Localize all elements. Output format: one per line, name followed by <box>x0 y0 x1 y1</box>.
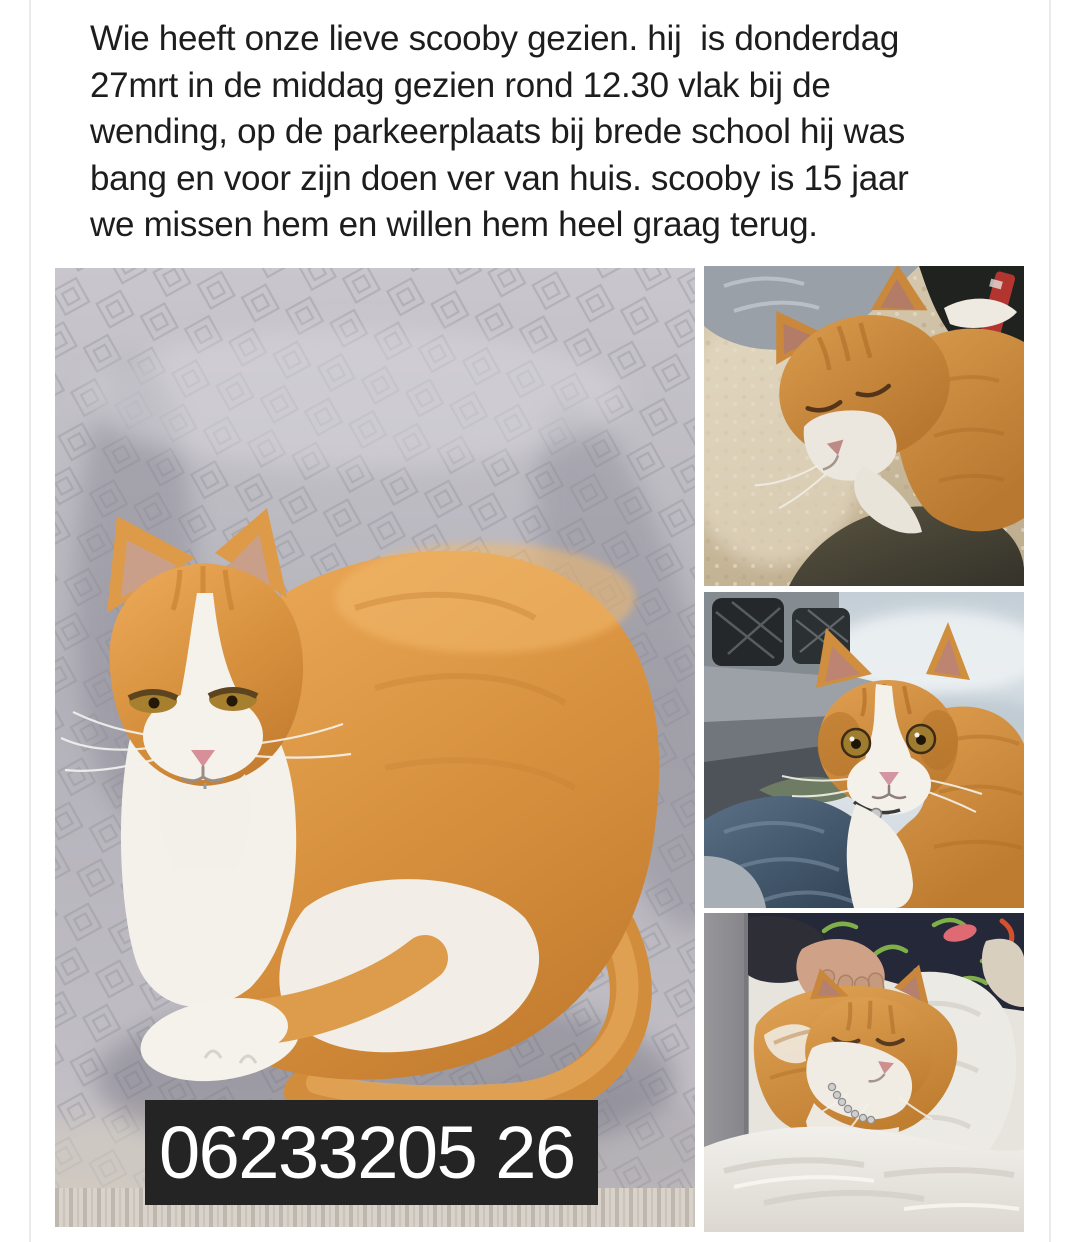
main-cat <box>61 508 675 1163</box>
description-line: 27mrt in de middag gezien rond 12.30 vlak bij de <box>90 65 831 105</box>
poster-description <box>90 16 1020 249</box>
description-line: Wie heeft onze lieve scooby gezien. hij is donderdag <box>90 19 900 58</box>
photo-cat-portrait-window[interactable] <box>704 592 1024 908</box>
card-right-edge <box>1049 0 1051 1242</box>
description-line: wending, op de parkeerplaats bij brede school hij was <box>90 112 905 151</box>
description-line: we missen hem en willen hem heel graag terug. <box>90 205 818 244</box>
window-cat-illustration <box>704 592 1024 908</box>
photo-sleeping-cat[interactable] <box>704 266 1024 586</box>
phone-number: 06233205 26 <box>159 1111 575 1194</box>
petting-cat-illustration <box>704 913 1024 1232</box>
main-cat-illustration <box>55 268 695 1227</box>
description-line: bang en voor zijn doen ver van huis. scooby is 15 jaar <box>90 158 909 198</box>
sleeping-cat-illustration <box>704 266 1024 586</box>
phone-number-overlay <box>145 1100 598 1205</box>
card-left-edge <box>29 0 31 1242</box>
photo-main-cat-on-blanket[interactable] <box>55 268 695 1227</box>
photo-cat-being-petted[interactable] <box>704 913 1024 1232</box>
